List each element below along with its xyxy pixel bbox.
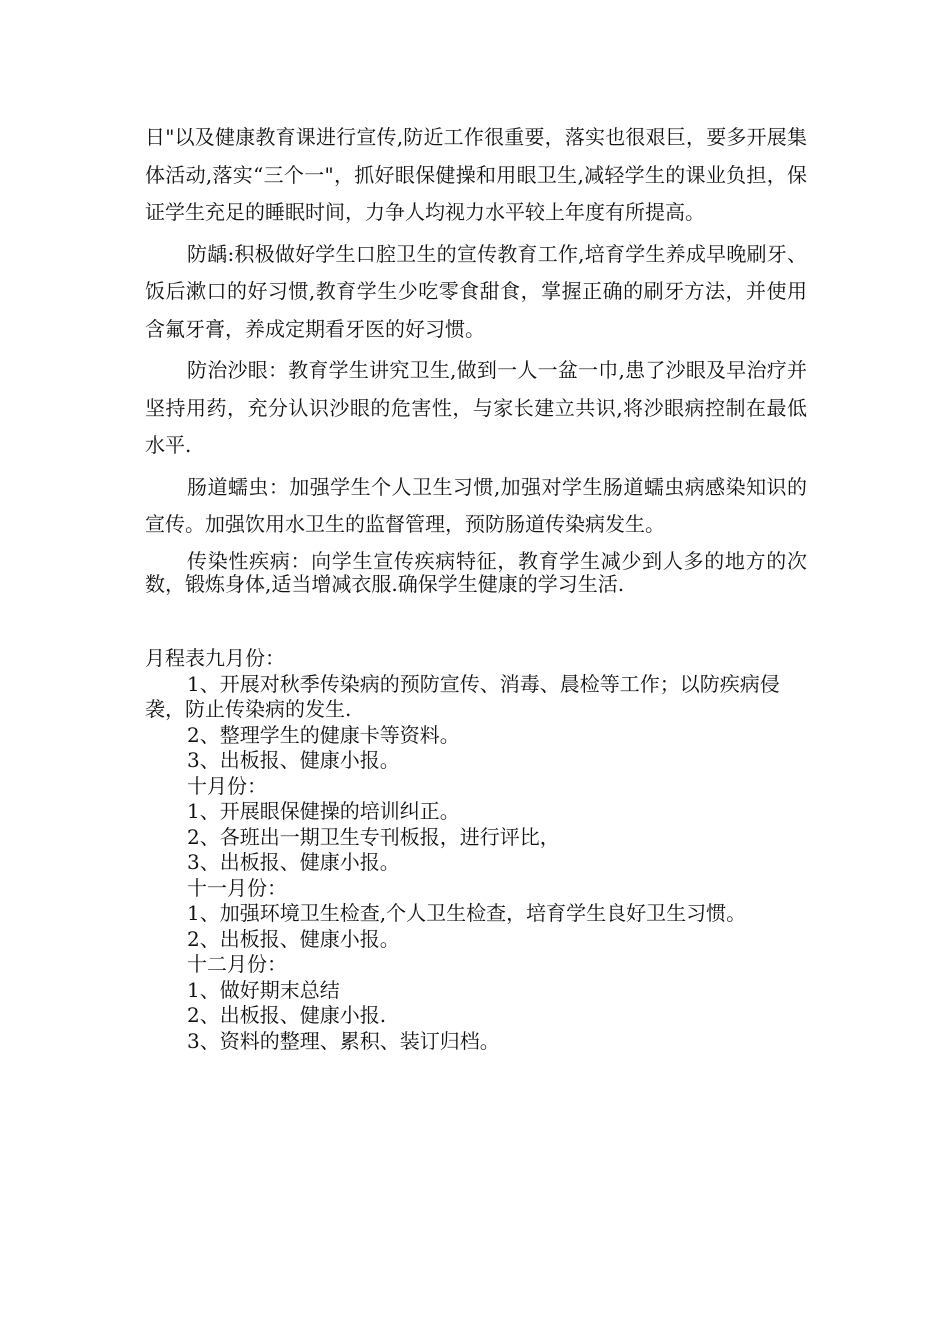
december-item-1: 1、做好期末总结 [187,977,340,1002]
monthly-schedule [145,646,807,1054]
november-item-2: 2、出板报、健康小报。 [187,926,400,951]
october-item-1: 1、开展眼保健操的培训纠正。 [187,799,460,823]
schedule-title: 月程表九月份： [145,646,285,670]
october-title: 十月份： [187,773,267,798]
november-item-1: 1、加强环境卫生检查,个人卫生检查，培育学生良好卫生习惯。 [187,901,747,925]
october-item-3: 3、出板报、健康小报。 [187,850,400,874]
december-title: 十二月份： [187,952,287,976]
paragraph-trachoma-prevention: 防治沙眼：教育学生讲究卫生,做到一人一盆一巾,患了沙眼及早治疗并坚持用药，充分认识沙眼的危害性，与家长建立共识,将沙眼病控制在最低水平. [145,358,807,457]
december-item-3: 3、资料的整理、累积、装订归档。 [187,1028,500,1053]
paragraph-infectious-diseases: 传染性疾病：向学生宣传疾病特征，教育学生减少到人多的地方的次数，锻炼身体,适当增减衣服.确保学生健康的学习生活. [145,548,807,596]
september-item-2: 2、整理学生的健康卡等资料。 [187,722,460,747]
paragraph-intestinal-worms: 肠道蠕虫：加强学生个人卫生习惯,加强对学生肠道蠕虫病感染知识的宣传。加强饮用水卫生的监督管理，预防肠道传染病发生。 [145,474,807,536]
september-item-1: 1、开展对秋季传染病的预防宣传、消毒、晨检等工作；以防疾病侵袭，防止传染病的发生. [145,671,780,721]
paragraph-vision-protection: 日"以及健康教育课进行宣传,防近工作很重要，落实也很艰巨，要多开展集体活动,落实“三个一"，抓好眼保健操和用眼卫生,减轻学生的课业负担，保证学生充足的睡眠时间，力争人均视力水平较上年度有所提高。 [145,125,807,224]
november-title: 十一月份： [187,875,287,900]
september-item-3: 3、出板报、健康小报。 [187,748,400,772]
health-measures-section [145,119,807,600]
december-item-2: 2、出板报、健康小报. [187,1003,387,1027]
paragraph-caries-prevention: 防龋:积极做好学生口腔卫生的宣传教育工作,培育学生养成早晚刷牙、饭后漱口的好习惯,教育学生少吃零食甜食，掌握正确的刷牙方法，并使用含氟牙膏，养成定期看牙医的好习惯。 [145,241,807,341]
october-item-2: 2、各班出一期卫生专刊板报，进行评比， [187,824,560,849]
